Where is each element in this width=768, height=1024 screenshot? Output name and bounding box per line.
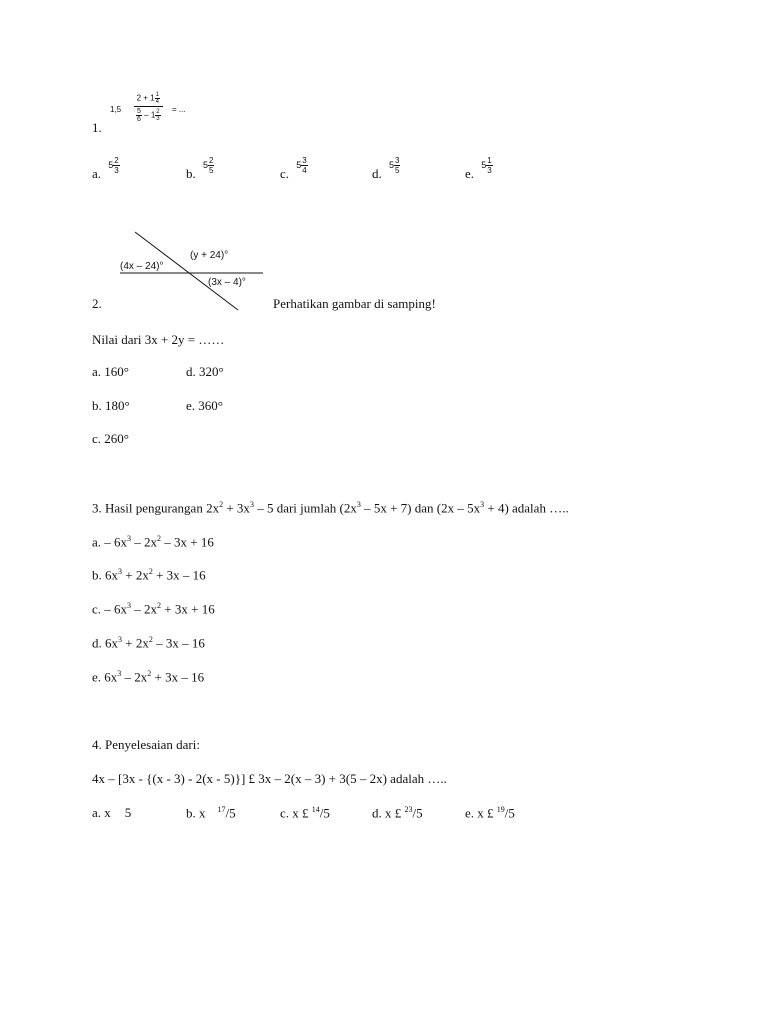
q2-number: 2. xyxy=(92,296,102,311)
q4-option-a[interactable]: a. x 5 xyxy=(92,805,132,820)
q4-option-b[interactable]: b. x $^{17}$/5 xyxy=(186,805,236,821)
q1-option-b[interactable]: b. 5 $\frac{2}{5}$ xyxy=(186,156,214,181)
q1-option-a[interactable]: a. 5 $\frac{2}{3}$ xyxy=(92,156,119,181)
q3-option-c[interactable]: c. – $6x^3 - 2x^2 + 3x + 16$ xyxy=(92,601,215,617)
q4-option-e[interactable]: e. x £ $^{19}$/5 xyxy=(465,805,515,821)
q2-figure xyxy=(112,228,272,314)
q4-title: 4. Penyelesaian dari: xyxy=(92,737,200,752)
q3-option-d[interactable]: d. $6x^3 + 2x^2 - 3x - 16$ xyxy=(92,635,205,651)
q1-lhs: 1,5 xyxy=(110,105,122,114)
q1-big-fraction-bar xyxy=(134,106,163,107)
q1-number: 1. xyxy=(92,120,102,135)
q4-option-c[interactable]: c. x £ $^{14}$/5 xyxy=(280,805,330,821)
q2-option-b[interactable]: b. 180° xyxy=(92,398,130,413)
q1-big-fraction xyxy=(134,92,163,123)
q1-option-e[interactable]: e. 5 $\frac{1}{3}$ xyxy=(465,156,492,181)
q3-option-e[interactable]: e. $6x^3 - 2x^2 + 3x - 16$ xyxy=(92,669,205,685)
q2-angle-label-left: (4x – 24)° xyxy=(120,261,164,272)
q2-option-a[interactable]: a. 160° xyxy=(92,364,129,379)
q4-expression: 4x – [3x - {(x - 3) - 2(x - 5)}] £ 3x – 2(x – 3) + 3(5 – 2x) adalah ….. xyxy=(92,771,447,786)
q2-angle-label-bottom: (3x – 4)° xyxy=(208,277,246,288)
q2-option-c[interactable]: c. 260° xyxy=(92,431,129,446)
q2-angle-label-top: (y + 24)° xyxy=(190,250,229,261)
q1-option-c[interactable]: c. 5 $\frac{3}{4}$ xyxy=(280,156,307,181)
q1-tail: = ... xyxy=(172,105,186,114)
q4-option-d[interactable]: d. x £ $^{23}$/5 xyxy=(372,805,423,821)
q2-question: Nilai dari 3x + 2y = …… xyxy=(92,332,225,347)
q1-big-numerator: 2 + 1 $\frac{1}{4}$ xyxy=(136,92,159,105)
q2-option-e[interactable]: e. 360° xyxy=(186,398,223,413)
q3-option-b[interactable]: b. $6x^3 + 2x^2 + 3x - 16$ xyxy=(92,567,206,583)
q2-option-d[interactable]: d. 320° xyxy=(186,364,224,379)
q1-option-d[interactable]: d. 5 $\frac{3}{5}$ xyxy=(372,156,400,181)
q1-big-denominator: $\frac{5}{6}$ – 1 $\frac{2}{3}$ xyxy=(137,108,160,123)
q3-option-a[interactable]: a. – $6x^3 - 2x^2 - 3x + 16$ xyxy=(92,534,214,550)
q2-instruction: Perhatikan gambar di samping! xyxy=(273,296,436,311)
q3-question: 3. Hasil pengurangan $2x^2 + 3x^3 - 5$ dari jumlah $(2x^3 - 5x + 7)$ dan $(2x - 5x^3 + 4)$ adalah ….. xyxy=(92,500,569,516)
